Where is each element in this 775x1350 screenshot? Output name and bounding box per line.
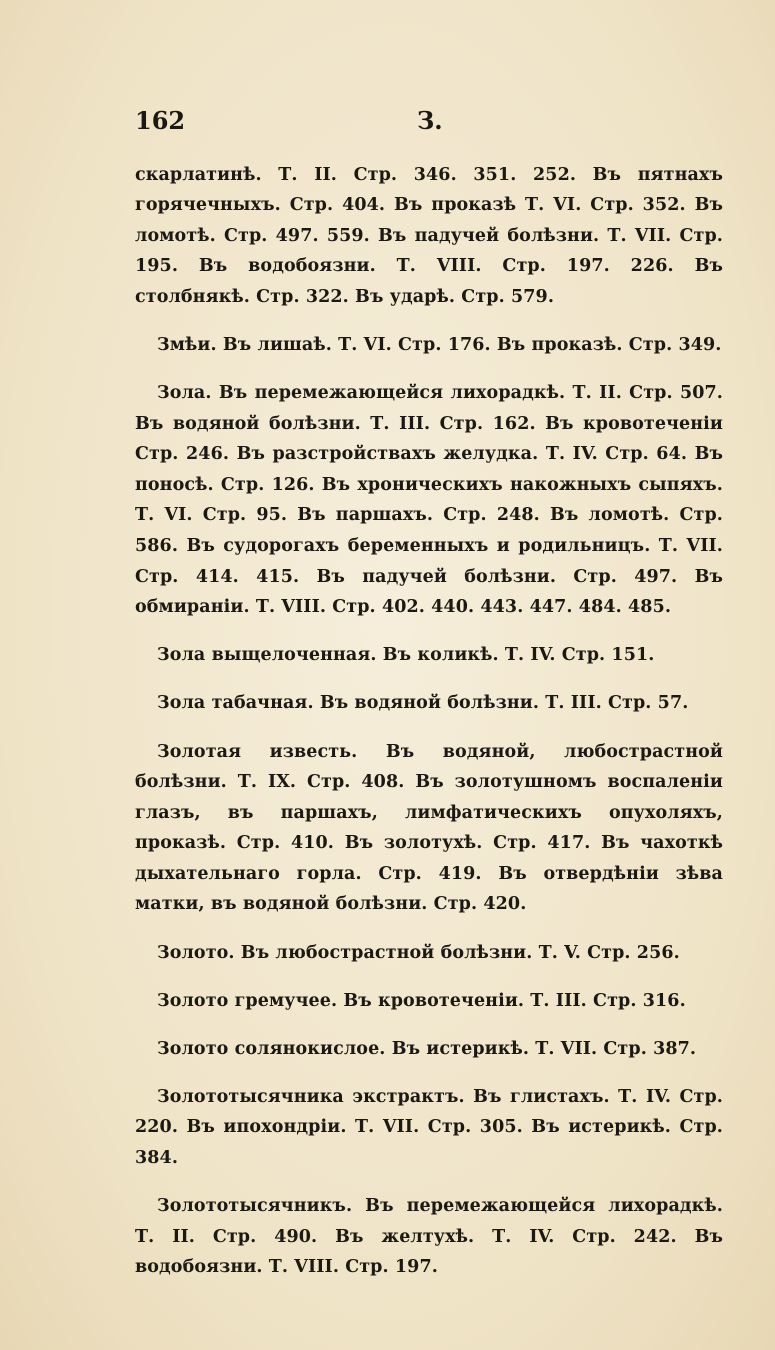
running-head: З. <box>417 106 443 135</box>
page-content <box>135 106 723 1300</box>
page-header <box>135 106 723 142</box>
index-entry: Золото. Въ любострастной болѣзни. Т. V. Стр. 256. <box>157 942 680 963</box>
index-entry: Золото солянокислое. Въ истерикѣ. Т. VII. Стр. 387. <box>157 1038 697 1059</box>
index-entry: Зола табачная. Въ водяной болѣзни. Т. III. Стр. 57. <box>157 693 689 714</box>
index-entry: Золото гремучее. Въ кровотеченіи. Т. III. Стр. 316. <box>157 990 686 1011</box>
index-entry: скарлатинѣ. Т. II. Стр. 346. 351. 252. Въ пятнахъ горячечныхъ. Стр. 404. Въ проказѣ Т. VI. Стр. 352. Въ ломотѣ. Стр. 497. 559. Въ падучей болѣзни. Т. VII. Стр. 195. Въ водобоязни. Т. VIII. Стр. 197. 226. Въ столбнякѣ. Стр. 322. Въ ударѣ. Стр. 579. <box>135 164 723 307</box>
index-entry: Золотая известь. Въ водяной, любострастной болѣзни. Т. IX. Стр. 408. Въ золотушномъ воспаленіи глазъ, въ паршахъ, лимфатическихъ опухоляхъ, проказѣ. Стр. 410. Въ золотухѣ. Стр. 417. Въ чахоткѣ дыхательнаго горла. Стр. 419. Въ отвердѣніи зѣва матки, въ водяной болѣзни. Стр. 420. <box>135 741 723 915</box>
index-entry: Зола выщелоченная. Въ коликѣ. Т. IV. Стр. 151. <box>157 645 655 666</box>
index-entry: Зола. Въ перемежающейся лихорадкѣ. Т. II. Стр. 507. Въ водяной болѣзни. Т. III. Стр. 162. Въ кровотеченіи Стр. 246. Въ разстройствахъ желудка. Т. IV. Стр. 64. Въ поносѣ. Стр. 126. Въ хроническихъ накожныхъ сыпяхъ. Т. VI. Стр. 95. Въ паршахъ. Стр. 248. Въ ломотѣ. Стр. 586. Въ судорогахъ беременныхъ и родильницъ. Т. VII. Стр. 414. 415. Въ падучей болѣзни. Стр. 497. Въ обмираніи. Т. VIII. Стр. 402. 440. 443. 447. 484. 485. <box>135 383 723 618</box>
index-entry: Золототысячникъ. Въ перемежающейся лихорадкѣ. Т. II. Стр. 490. Въ желтухѣ. Т. IV. Стр. 242. Въ водобоязни. Т. VIII. Стр. 197. <box>135 1196 723 1278</box>
page-number: 162 <box>135 106 186 135</box>
index-entry: Змѣи. Въ лишаѣ. Т. VI. Стр. 176. Въ проказѣ. Стр. 349. <box>157 334 722 355</box>
index-entry: Золототысячника экстрактъ. Въ глистахъ. Т. IV. Стр. 220. Въ ипохондріи. Т. VII. Стр. 305. Въ истерикѣ. Стр. 384. <box>135 1086 723 1169</box>
